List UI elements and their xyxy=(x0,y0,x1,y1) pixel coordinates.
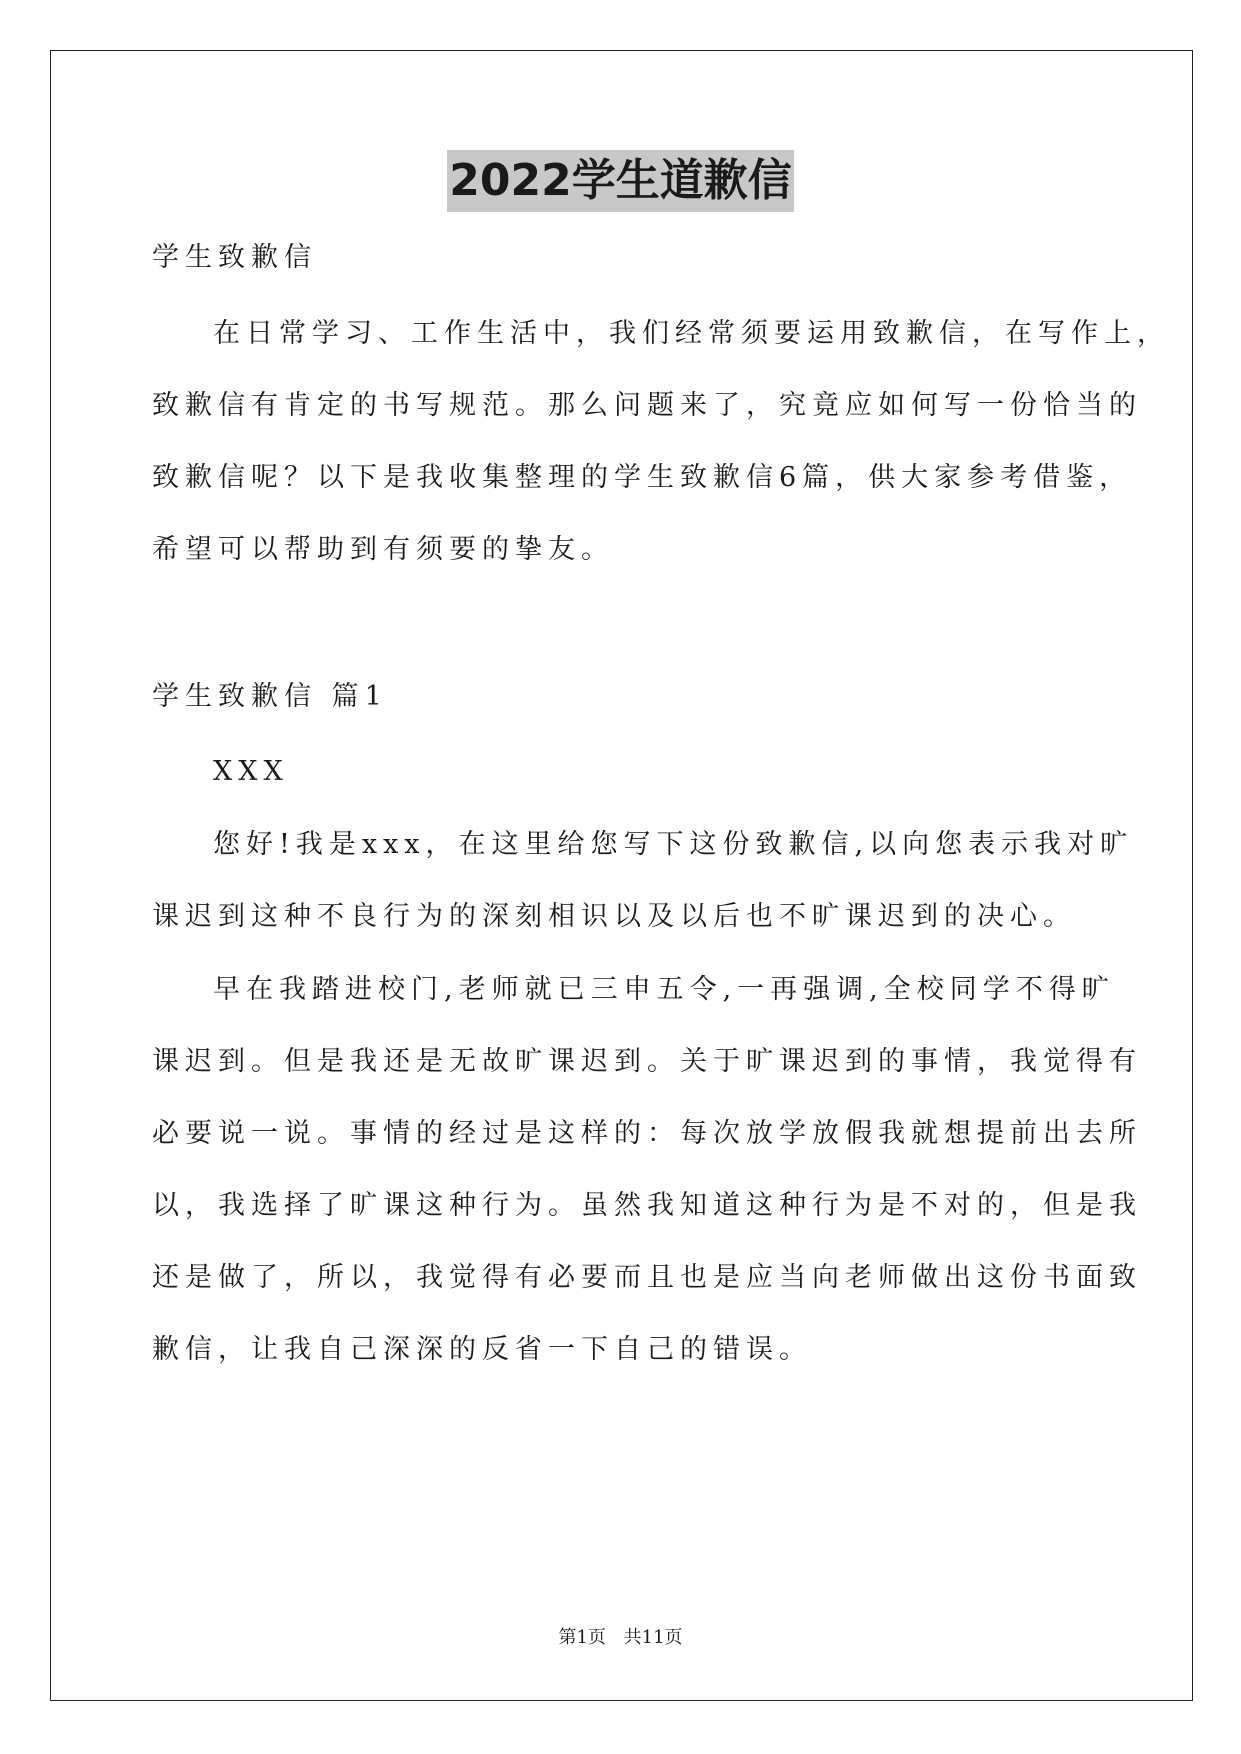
paragraph-line: 致歉信呢？以下是我收集整理的学生致歉信6篇，供大家参考借鉴， xyxy=(152,462,1133,493)
paragraph-line: 以，我选择了旷课这种行为。虽然我知道这种行为是不对的，但是我 xyxy=(152,1190,1142,1221)
page-total: 共11页 xyxy=(623,1627,683,1648)
paragraph-line: 希望可以帮助到有须要的挚友。 xyxy=(152,534,614,565)
section-heading: 学生致歉信 篇1 xyxy=(152,681,388,712)
paragraph-line: 早在我踏进校门,老师就已三申五令,一再强调,全校同学不得旷 xyxy=(213,974,1115,1005)
section-heading: 学生致歉信 xyxy=(152,242,317,273)
paragraph-line: 致歉信有肯定的书写规范。那么问题来了，究竟应如何写一份恰当的 xyxy=(152,390,1142,421)
paragraph-line: 歉信，让我自己深深的反省一下自己的错误。 xyxy=(152,1334,812,1365)
paragraph-line: 还是做了，所以，我觉得有必要而且也是应当向老师做出这份书面致 xyxy=(152,1262,1142,1293)
paragraph-line: 您好!我是xxx，在这里给您写下这份致歉信,以向您表示我对旷 xyxy=(213,829,1134,860)
title-container xyxy=(0,150,1241,212)
page-border xyxy=(50,50,1193,1701)
document-title: 2022学生道歉信 xyxy=(447,150,793,212)
paragraph-line: 课迟到这种不良行为的深刻相识以及以后也不旷课迟到的决心。 xyxy=(152,901,1076,932)
paragraph-line: 课迟到。但是我还是无故旷课迟到。关于旷课迟到的事情，我觉得有 xyxy=(152,1046,1142,1077)
paragraph-line: 必要说一说。事情的经过是这样的：每次放学放假我就想提前出去所 xyxy=(152,1118,1142,1149)
page-footer xyxy=(0,1626,1241,1650)
salutation: XXX xyxy=(213,756,289,787)
page-number: 第1页 xyxy=(558,1627,606,1648)
paragraph-line: 在日常学习、工作生活中，我们经常须要运用致歉信，在写作上， xyxy=(213,318,1170,349)
